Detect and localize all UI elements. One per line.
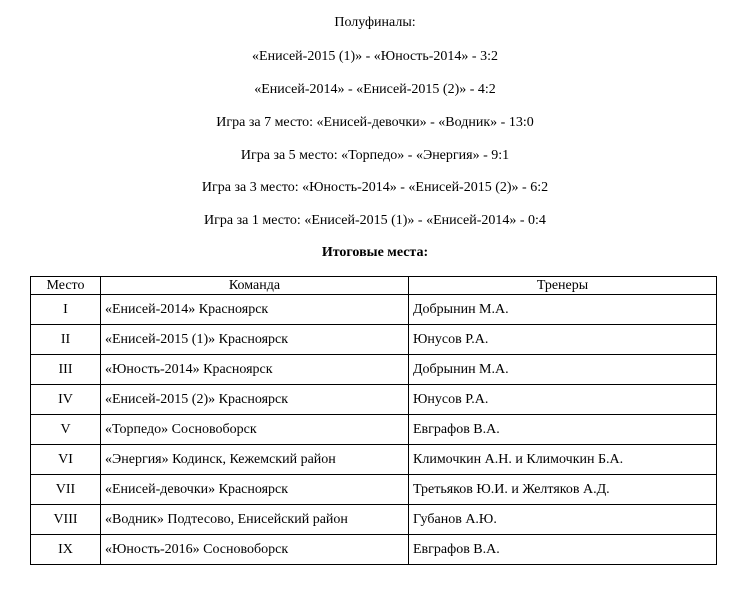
standings-table: [30, 276, 717, 565]
coach-cell: Евграфов В.А.: [409, 415, 717, 445]
coach-cell: Добрынин М.А.: [409, 355, 717, 385]
coach-cell: Климочкин А.Н. и Климочкин Б.А.: [409, 445, 717, 475]
place-cell: VI: [31, 445, 101, 475]
table-row: [31, 295, 717, 325]
place-cell: III: [31, 355, 101, 385]
result-line: «Енисей-2015 (1)» - «Юность-2014» - 3:2: [252, 49, 498, 64]
table-row: [31, 475, 717, 505]
table-header-row: [31, 277, 717, 295]
coach-cell: Юнусов Р.А.: [409, 385, 717, 415]
table-row: [31, 355, 717, 385]
team-cell: «Юность-2014» Красноярск: [101, 355, 409, 385]
team-cell: «Енисей-2015 (1)» Красноярск: [101, 325, 409, 355]
coach-cell: Евграфов В.А.: [409, 535, 717, 565]
place-cell: I: [31, 295, 101, 325]
standings-title: Итоговые места:: [321, 245, 429, 260]
table-row: [31, 505, 717, 535]
team-cell: «Юность-2016» Сосновоборск: [101, 535, 409, 565]
result-line: Игра за 5 место: «Торпедо» - «Энергия» - 9:1: [240, 148, 510, 163]
team-cell: «Водник» Подтесово, Енисейский район: [101, 505, 409, 535]
result-line: Игра за 7 место: «Енисей-девочки» - «Водник» - 13:0: [216, 115, 534, 130]
place-cell: VII: [31, 475, 101, 505]
place-cell: IV: [31, 385, 101, 415]
column-header-coaches: Тренеры: [409, 277, 717, 295]
table-row: [31, 385, 717, 415]
team-cell: «Енисей-2015 (2)» Красноярск: [101, 385, 409, 415]
column-header-place: Место: [31, 277, 101, 295]
team-cell: «Енисей-девочки» Красноярск: [101, 475, 409, 505]
coach-cell: Губанов А.Ю.: [409, 505, 717, 535]
place-cell: V: [31, 415, 101, 445]
semifinals-title: Полуфиналы:: [334, 15, 416, 30]
result-line: «Енисей-2014» - «Енисей-2015 (2)» - 4:2: [254, 82, 496, 97]
table-row: [31, 415, 717, 445]
team-cell: «Энергия» Кодинск, Кежемский район: [101, 445, 409, 475]
result-line: Игра за 1 место: «Енисей-2015 (1)» - «Енисей-2014» - 0:4: [204, 213, 546, 228]
coach-cell: Юнусов Р.А.: [409, 325, 717, 355]
table-row: [31, 535, 717, 565]
column-header-team: Команда: [101, 277, 409, 295]
place-cell: VIII: [31, 505, 101, 535]
team-cell: «Енисей-2014» Красноярск: [101, 295, 409, 325]
coach-cell: Третьяков Ю.И. и Желтяков А.Д.: [409, 475, 717, 505]
team-cell: «Торпедо» Сосновоборск: [101, 415, 409, 445]
place-cell: IX: [31, 535, 101, 565]
result-line: Игра за 3 место: «Юность-2014» - «Енисей-2015 (2)» - 6:2: [201, 180, 549, 195]
table-row: [31, 445, 717, 475]
coach-cell: Добрынин М.А.: [409, 295, 717, 325]
place-cell: II: [31, 325, 101, 355]
table-row: [31, 325, 717, 355]
